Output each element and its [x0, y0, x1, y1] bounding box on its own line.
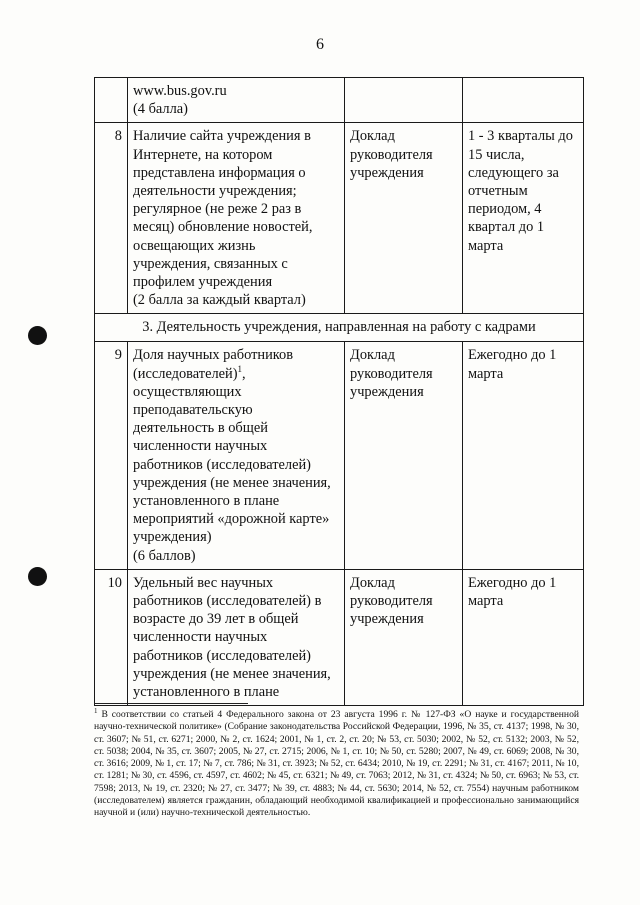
- footnote: [94, 709, 579, 820]
- table-row-9: [95, 342, 584, 569]
- table-row-10: [95, 569, 584, 705]
- row-number: 9: [95, 342, 128, 569]
- footnote-marker: 1: [94, 707, 98, 715]
- footnote-separator: [94, 703, 248, 704]
- criterion-cell: Удельный вес научных работников (исследователей) в возрасте до 39 лет в общей численности научных работников (исследователей) учреждения (не менее значения, установленного в плане: [128, 569, 345, 705]
- deadline-cell: 1 - 3 кварталы до 15 числа, следующего за отчетным периодом, 4 квартал до 1 марта: [463, 123, 584, 314]
- punch-hole-bottom: [28, 567, 47, 586]
- page-number: 6: [316, 36, 324, 53]
- footnote-text: В соответствии со статьей 4 Федерального закона от 23 августа 1996 г. № 127-ФЗ «О науке и государственной научно-технической политике» (Собрание законодательства Российской Федерации, 1996, № 35, ст. 4137; 1998, № 30, ст. 3607; № 51, ст. 6271; 2000, № 2, ст. 1624; 2001, № 1, ст. 2, ст. 20; № 53, ст. 5030; 2002, № 52, ст. 5132; 2003, № 52, ст. 5038; 2004, № 35, ст. 3607; 2005, № 27, ст. 2715; 2006, № 1, ст. 10; № 50, ст. 5280; 2007, № 49, ст. 6069; 2008, № 30, ст. 3616; 2009, № 1, ст. 17; № 7, ст. 786; № 31, ст. 3923; № 52, ст. 6434; 2010, № 19, ст. 2291; № 31, ст. 4167; 2011, № 10, ст. 1281; № 30, ст. 4596, ст. 4597, ст. 4602; № 45, ст. 6321; № 49, ст. 7063; 2012, № 31, ст. 4324; № 50, ст. 6963; № 53, ст. 7598; 2013, № 19, ст. 2320; № 27, ст. 3477; № 39, ст. 4883; № 44, ст. 5630; 2014, № 52, ст. 7554) научным работником (исследователем) является гражданин, обладающий необходимой квалификацией и профессионально занимающийся научной и (или) научно-технической деятельностью.: [94, 709, 579, 819]
- document-cell: Доклад руководителя учреждения: [345, 342, 463, 569]
- criterion-text-part2: , осуществляющих преподавательскую деятельность в общей численности научных работников (исследователей) учреждения (не менее значения, установленного в плане мероприятий «дорожной карте» учреждения) (6 баллов): [133, 365, 331, 564]
- table-row-8: [95, 123, 584, 314]
- document-cell: Доклад руководителя учреждения: [345, 569, 463, 705]
- section-header-row: [95, 314, 584, 342]
- punch-hole-top: [28, 326, 47, 345]
- document-cell: [345, 78, 463, 123]
- criterion-text-part1: Доля научных работников (исследователей): [133, 347, 294, 382]
- deadline-cell: Ежегодно до 1 марта: [463, 569, 584, 705]
- row-number: 10: [95, 569, 128, 705]
- footnote-reference: 1: [237, 363, 243, 374]
- criterion-cell: www.bus.gov.ru (4 балла): [128, 78, 345, 123]
- criteria-table: [94, 77, 584, 706]
- row-number: 8: [95, 123, 128, 314]
- row-number: [95, 78, 128, 123]
- criterion-cell: [128, 342, 345, 569]
- deadline-cell: [463, 78, 584, 123]
- section-heading: 3. Деятельность учреждения, направленная на работу с кадрами: [95, 314, 584, 342]
- criterion-cell: Наличие сайта учреждения в Интернете, на котором представлена информация о деятельности учреждения; регулярное (не реже 2 раз в месяц) обновление новостей, освещающих жизнь учреждения, связанных с профилем учреждения (2 балла за каждый квартал): [128, 123, 345, 314]
- deadline-cell: Ежегодно до 1 марта: [463, 342, 584, 569]
- table-row-continued: [95, 78, 584, 123]
- document-cell: Доклад руководителя учреждения: [345, 123, 463, 314]
